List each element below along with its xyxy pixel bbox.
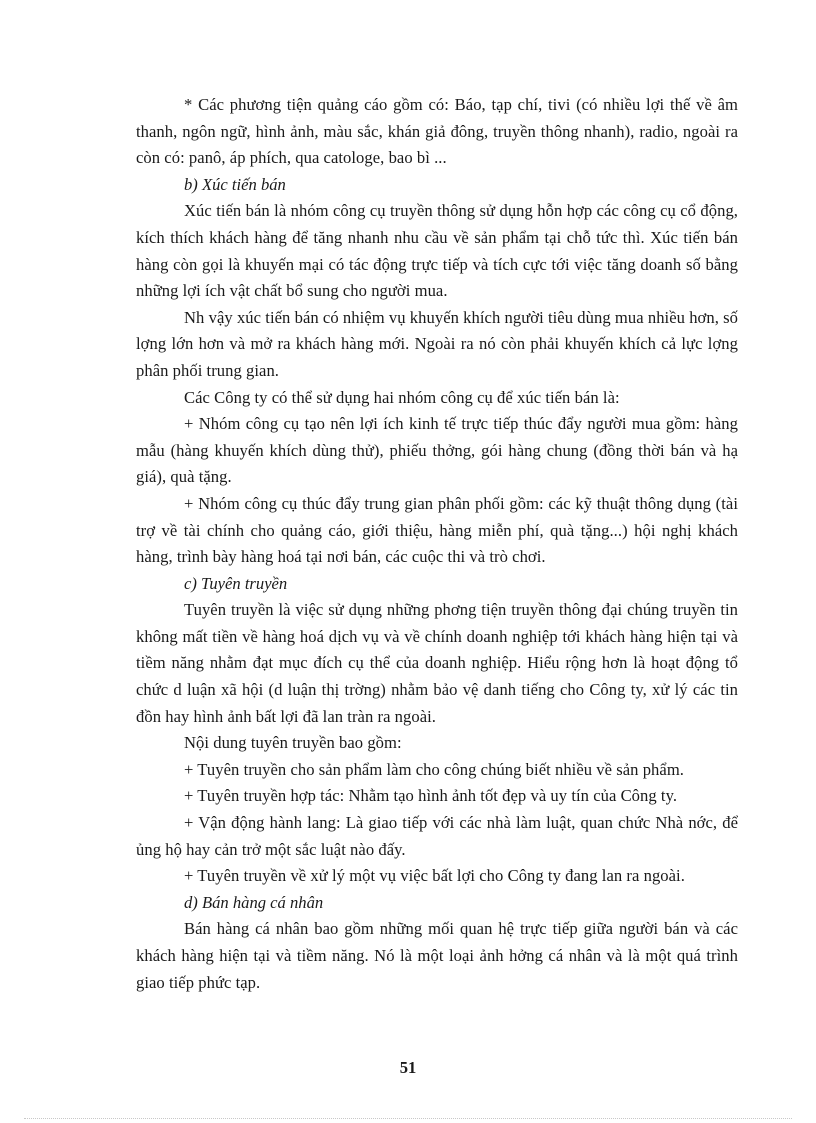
heading-public-relations: c) Tuyên truyền — [184, 573, 288, 593]
paragraph-advertising-media: * Các phương tiện quảng cáo gồm có: Báo, tạp chí, tivi (có nhiều lợi thế về âm thanh, ngôn ngữ, hình ảnh, màu sắc, khán giả đông, truyền thông nhanh), radio, ngoài ra còn có: panô, áp phích, qua catologe, bao bì ... — [136, 95, 738, 168]
paragraph-personal-selling-definition: Bán hàng cá nhân bao gồm những mối quan hệ trực tiếp giữa người bán và các khách hàng hiện tại và tiềm năng. Nó là một loại ảnh hởng cá nhân và là một quá trình giao tiếp phức tạp. — [136, 919, 738, 992]
paragraph-corporate-pr: + Tuyên truyền hợp tác: Nhằm tạo hình ảnh tốt đẹp và uy tín của Công ty. — [184, 786, 678, 806]
paragraph-consumer-tools: + Nhóm công cụ tạo nên lợi ích kinh tế trực tiếp thúc đẩy người mua gồm: hàng mẫu (hàng khuyến khích dùng thử), phiếu thởng, gói hàng chung (đồng thời bán và hạ giá), quà tặng. — [136, 414, 738, 487]
paragraph-product-pr: + Tuyên truyền cho sản phẩm làm cho công chúng biết nhiều về sản phẩm. — [184, 759, 684, 779]
paragraph-sales-promotion-task: Nh vậy xúc tiến bán có nhiệm vụ khuyến khích người tiêu dùng mua nhiều hơn, số lợng lớn hơn và mở ra khách hàng mới. Ngoài ra nó còn phải khuyến khích cả lực lợng phân phối trung gian. — [136, 307, 738, 380]
bottom-divider — [24, 1118, 792, 1119]
document-page — [136, 92, 738, 996]
heading-personal-selling: d) Bán hàng cá nhân — [184, 892, 324, 912]
paragraph-lobbying: + Vận động hành lang: Là giao tiếp với các nhà làm luật, quan chức Nhà nớc, để ủng hộ hay cản trở một sắc luật nào đấy. — [136, 813, 738, 859]
paragraph-public-relations-definition: Tuyên truyền là việc sử dụng những phơng tiện truyền thông đại chúng truyền tin không mất tiền về hàng hoá dịch vụ và về chính doanh nghiệp tới khách hàng hiện tại và tiềm năng nhằm đạt mục đích cụ thể của doanh nghiệp. Hiểu rộng hơn là hoạt động tổ chức d luận xã hội (d luận thị trờng) nhằm bảo vệ danh tiếng cho Công ty, xử lý các tin đồn hay hình ảnh bất lợi đã lan tràn ra ngoài. — [136, 600, 738, 726]
page-number: 51 — [399, 1058, 417, 1077]
heading-sales-promotion: b) Xúc tiến bán — [184, 174, 286, 194]
paragraph-crisis-pr: + Tuyên truyền về xử lý một vụ việc bất lợi cho Công ty đang lan ra ngoài. — [184, 866, 685, 886]
paragraph-pr-content-intro: Nội dung tuyên truyền bao gồm: — [184, 733, 402, 753]
paragraph-tool-groups-intro: Các Công ty có thể sử dụng hai nhóm công cụ để xúc tiến bán là: — [184, 387, 620, 407]
paragraph-sales-promotion-definition: Xúc tiến bán là nhóm công cụ truyền thông sử dụng hỗn hợp các công cụ cổ động, kích thích khách hàng để tăng nhanh nhu cầu về sản phẩm tại chỗ tức thì. Xúc tiến bán hàng còn gọi là khuyến mại có tác động trực tiếp và tích cực tới việc tăng doanh số bằng những lợi ích vật chất bổ sung cho người mua. — [136, 201, 738, 301]
paragraph-trade-tools: + Nhóm công cụ thúc đẩy trung gian phân phối gồm: các kỹ thuật thông dụng (tài trợ về tài chính cho quảng cáo, giới thiệu, hàng miễn phí, quà tặng...) hội nghị khách hàng, trình bày hàng hoá tại nơi bán, các cuộc thi và trò chơi. — [136, 493, 738, 567]
